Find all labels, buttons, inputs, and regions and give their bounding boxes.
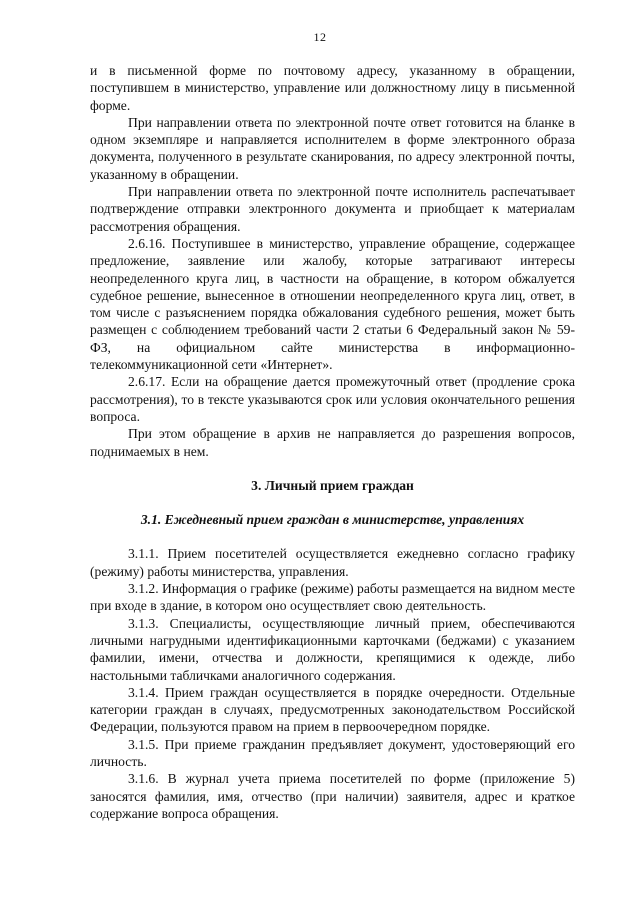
document-body [90,62,575,822]
paragraph-3-1-5: 3.1.5. При приеме гражданин предъявляет документ, удостоверяющий его личность. [90,736,575,769]
paragraph-archive-note: При этом обращение в архив не направляется до разрешения вопросов, поднимаемых в нем. [90,426,575,459]
paragraph-3-1-1: 3.1.1. Прием посетителей осуществляется ежедневно согласно графику (режиму) работы министерства, управления. [90,546,575,579]
paragraph-2-6-16: 2.6.16. Поступившее в министерство, управление обращение, содержащее предложение, заявление или жалобу, которые затрагивают интересы неопределенного круга лиц, в частности на обращение, в котором обжалуется судебное решение, вынесенное в отношении неопределенного круга лиц, ответ, в том числе с разъяснением порядка обжалования судебного решения, может быть размещен с соблюдением требований части 2 статьи 6 Федеральный закон № 59-ФЗ, на официальном сайте министерства в информационно-телекоммуникационной сети «Интернет». [90,235,575,373]
paragraph-email-confirmation: При направлении ответа по электронной почте исполнитель распечатывает подтверждение отправки электронного документа и приобщает к материалам рассмотрения обращения. [90,184,575,234]
subsection-heading: 3.1. Ежедневный прием граждан в министерстве, управлениях [140,512,525,528]
paragraph-3-1-6: 3.1.6. В журнал учета приема посетителей по форме (приложение 5) заносятся фамилия, имя, отчество (при наличии) заявителя, адрес и краткое содержание вопроса обращения. [90,771,575,821]
paragraph-continuation: и в письменной форме по почтовому адресу, указанному в обращении, поступившем в министерство, управление или должностному лицу в письменной форме. [90,63,575,113]
paragraph-3-1-4: 3.1.4. Прием граждан осуществляется в порядке очередности. Отдельные категории граждан в случаях, предусмотренных законодательством Российской Федерации, пользуются правом на прием в первоочередном порядке. [90,684,575,735]
section-heading: 3. Личный прием граждан [251,477,414,493]
paragraph-3-1-2: 3.1.2. Информация о графике (режиме) работы размещается на видном месте при входе в здание, в котором оно осуществляет свою деятельность. [90,581,575,614]
paragraph-2-6-17: 2.6.17. Если на обращение дается промежуточный ответ (продление срока рассмотрения), то в тексте указываются срок или условия окончательного решения вопроса. [90,374,575,424]
paragraph-email-reply-form: При направлении ответа по электронной почте ответ готовится на бланке в одном экземпляре и направляется исполнителем в форме электронного образа документа, полученного в результате сканирования, по адресу электронной почты, указанному в обращении. [90,114,575,182]
page-number: 12 [313,30,327,44]
paragraph-3-1-3: 3.1.3. Специалисты, осуществляющие личный прием, обеспечиваются личными нагрудными идентификационными карточками (беджами) с указанием фамилии, имени, отчества и должности, крепящимися к одежде, либо настольными табличками аналогичного содержания. [90,615,575,683]
